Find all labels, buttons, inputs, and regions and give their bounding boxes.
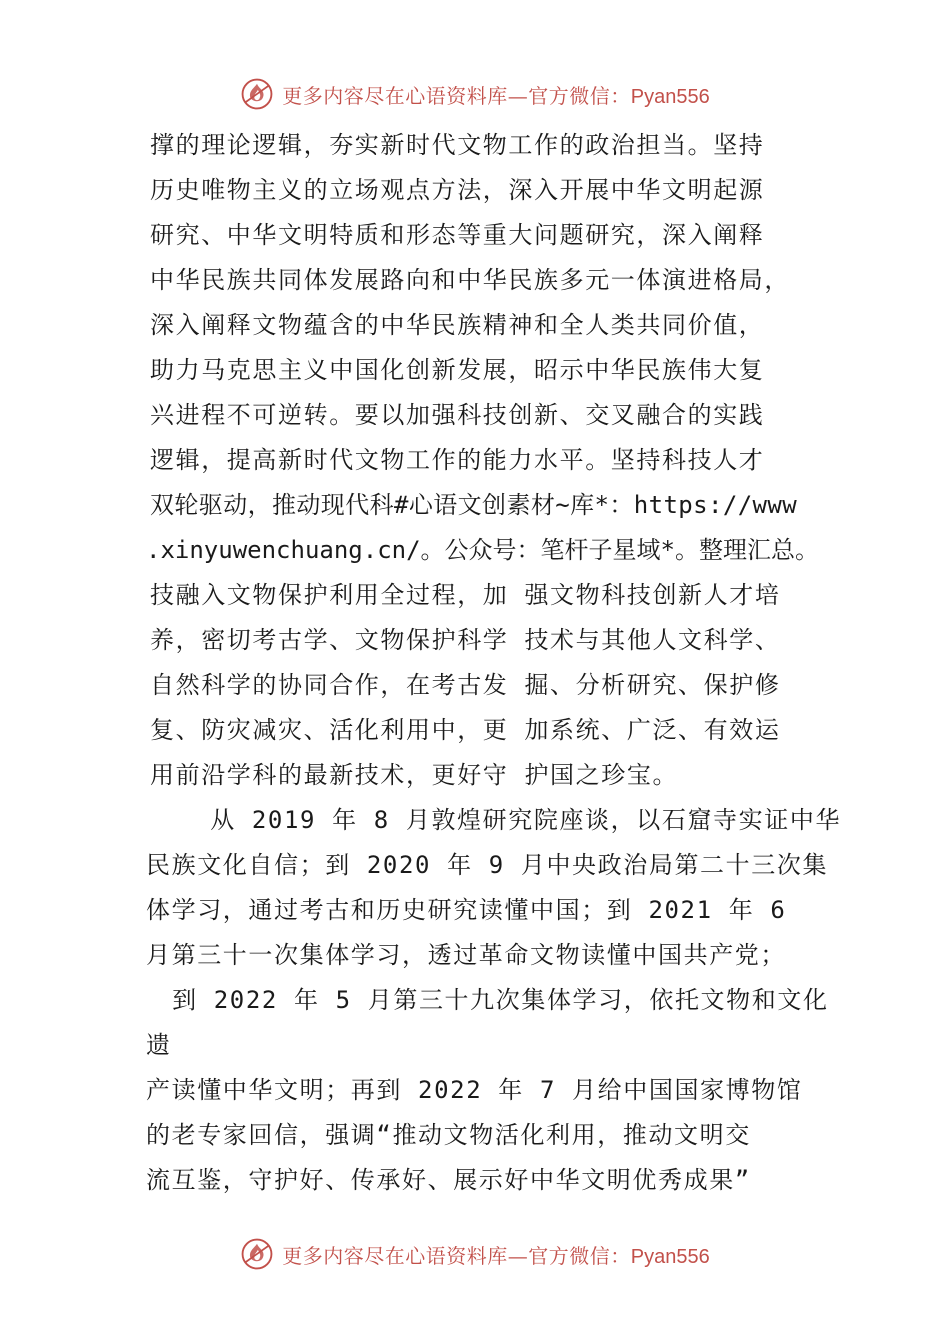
body-line: .xinyuwenchuang.cn/。公众号：笔杆子星域*。整理汇总。 — [146, 536, 819, 564]
body-line: 逻辑，提高新时代文物工作的能力水平。坚持科技人才 — [150, 446, 765, 474]
header-banner-text: 更多内容尽在心语资料库—官方微信：Pyan556 — [282, 83, 710, 108]
body-line: 从 2019 年 8 月敦煌研究院座谈，以石窟寺实证中华 — [146, 806, 842, 834]
body-line: 月第三十一次集体学习，透过革命文物读懂中国共产党； — [146, 941, 786, 969]
footer-banner-text: 更多内容尽在心语资料库—官方微信：Pyan556 — [282, 1243, 710, 1268]
body-line: 双轮驱动，推动现代科#心语文创素材~库*：https://www — [150, 491, 798, 519]
body-line: 遗 — [146, 1031, 172, 1059]
footer-wechat-id: Pyan556 — [630, 1245, 710, 1268]
footer-banner — [0, 1232, 950, 1276]
flame-heart-logo-icon — [240, 1237, 274, 1271]
body-line: 自然科学的协同合作，在考古发 掘、分析研究、保护修 — [150, 671, 781, 699]
header-wechat-id: Pyan556 — [630, 85, 710, 108]
body-line: 体学习，通过考古和历史研究读懂中国；到 2021 年 6 — [146, 896, 787, 924]
body-line: 技融入文物保护利用全过程，加 强文物科技创新人才培 — [150, 581, 781, 609]
body-line: 撑的理论逻辑，夯实新时代文物工作的政治担当。坚持 — [150, 131, 765, 159]
body-line: 兴进程不可逆转。要以加强科技创新、交叉融合的实践 — [150, 401, 765, 429]
body-line: 到 2022 年 5 月第三十九次集体学习，依托文物和文化 — [140, 986, 829, 1014]
body-line: 中华民族共同体发展路向和中华民族多元一体演进格局， — [150, 266, 790, 294]
body-line: 养，密切考古学、文物保护科学 技术与其他人文科学、 — [150, 626, 781, 654]
body-line: 复、防灾减灾、活化利用中，更 加系统、广泛、有效运 — [150, 716, 781, 744]
body-line: 助力马克思主义中国化创新发展，昭示中华民族伟大复 — [150, 356, 765, 384]
body-line: 用前沿学科的最新技术，更好守 护国之珍宝。 — [150, 761, 679, 789]
body-line: 民族文化自信；到 2020 年 9 月中央政治局第二十三次集 — [146, 851, 829, 879]
body-line: 的老专家回信，强调“推动文物活化利用，推动文明交 — [146, 1121, 751, 1149]
body-line: 深入阐释文物蕴含的中华民族精神和全人类共同价值， — [150, 311, 765, 339]
body-line: 产读懂中华文明；再到 2022 年 7 月给中国国家博物馆 — [146, 1076, 803, 1104]
body-line: 历史唯物主义的立场观点方法，深入开展中华文明起源 — [150, 176, 765, 204]
body-line: 流互鉴，守护好、传承好、展示好中华文明优秀成果” — [146, 1166, 751, 1194]
body-line: 研究、中华文明特质和形态等重大问题研究，深入阐释 — [150, 221, 765, 249]
